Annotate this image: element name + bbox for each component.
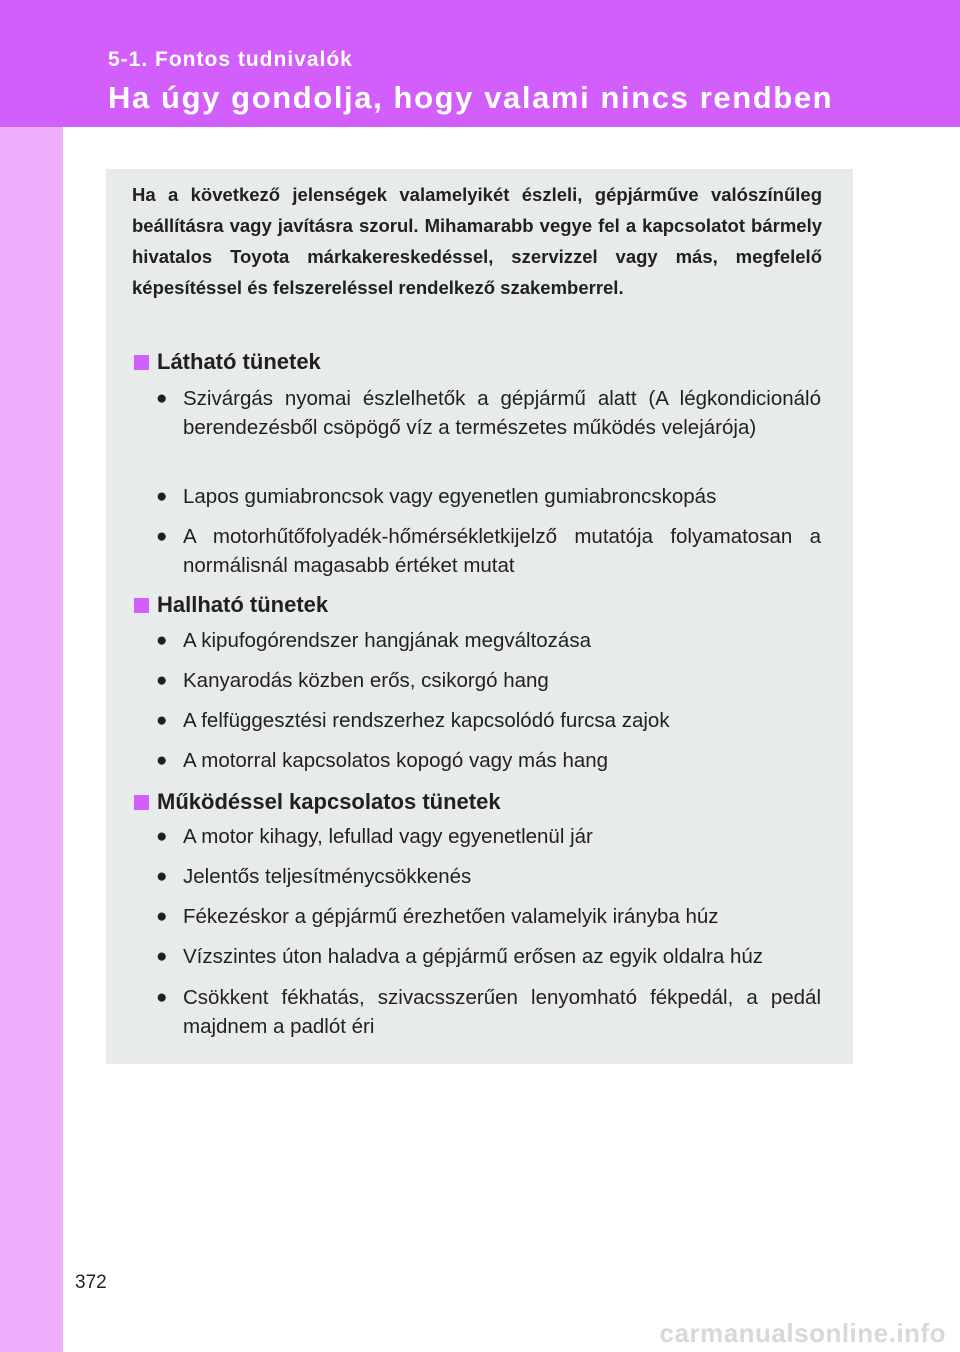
list-item [156, 706, 821, 735]
list-item-text: A motor kihagy, lefullad vagy egyenetlenül jár [183, 825, 593, 848]
square-bullet-icon [134, 355, 149, 370]
bullet-icon: ● [156, 987, 168, 1008]
watermark: carmanualsonline.info [659, 1318, 946, 1348]
bullet-icon: ● [156, 710, 168, 731]
bullet-icon: ● [156, 630, 168, 651]
list-item-text: Kanyarodás közben erős, csikorgó hang [183, 669, 549, 692]
square-bullet-icon [134, 795, 149, 810]
list-item [156, 746, 821, 775]
list-item [156, 522, 821, 580]
list-item-text: Fékezéskor a gépjármű érezhetően valamelyik irányba húz [183, 905, 719, 928]
section-heading-text: Látható tünetek [157, 349, 321, 374]
list-item-text: Vízszintes úton haladva a gépjármű erősen az egyik oldalra húz [183, 945, 764, 968]
list-item [156, 902, 821, 931]
section-heading-text: Hallható tünetek [157, 592, 329, 617]
list-item-text: A motorhűtőfolyadék-hőmérsékletkijelző mutatója folyamatosan a normálisnál magasabb értéket mutat [183, 525, 821, 577]
list-item-text: A motorral kapcsolatos kopogó vagy más hang [183, 749, 609, 772]
bullet-icon: ● [156, 946, 168, 967]
bullet-icon: ● [156, 388, 168, 409]
bullet-icon: ● [156, 486, 168, 507]
section-heading-text: Működéssel kapcsolatos tünetek [157, 789, 501, 814]
list-item [156, 942, 821, 971]
list-item-text: A kipufogórendszer hangjának megváltozása [183, 629, 591, 652]
page-number: 372 [75, 1272, 107, 1293]
list-item-text: A felfüggesztési rendszerhez kapcsolódó furcsa zajok [183, 709, 670, 732]
bullet-icon: ● [156, 670, 168, 691]
page-title: Ha úgy gondolja, hogy valami nincs rendben [108, 80, 834, 115]
list-item [156, 983, 821, 1041]
bullet-icon: ● [156, 750, 168, 771]
section-heading-audible [134, 591, 328, 619]
list-item-text: Lapos gumiabroncsok vagy egyenetlen gumiabroncskopás [183, 485, 717, 508]
list-item-text: Jelentős teljesítménycsökkenés [183, 865, 472, 888]
list-item [156, 666, 821, 695]
bullet-icon: ● [156, 866, 168, 887]
side-strip [0, 0, 63, 1352]
section-heading-operational [134, 788, 501, 816]
list-item [156, 822, 821, 851]
bullet-icon: ● [156, 906, 168, 927]
list-item-text: Csökkent fékhatás, szivacsszerűen lenyomható fékpedál, a pedál majdnem a padlót éri [183, 986, 821, 1038]
intro-paragraph: Ha a következő jelenségek valamelyikét észleli, gépjárműve valószínűleg beállításra vagy javításra szorul. Mihamarabb vegye fel a kapcsolatot bármely hivatalos Toyota márkakereskedéssel, szervizzel vagy más, megfelelő képesítéssel és felszereléssel rendelkező szakemberrel. [132, 184, 822, 298]
bullet-icon: ● [156, 526, 168, 547]
square-bullet-icon [134, 598, 149, 613]
section-heading-visible [134, 348, 321, 376]
list-item [156, 862, 821, 891]
page-header [0, 0, 960, 127]
list-item [156, 626, 821, 655]
list-item [156, 384, 821, 442]
list-item-text: Szivárgás nyomai észlelhetők a gépjármű alatt (A légkondicionáló berendezésből csöpögő víz a természetes működés velejárója) [183, 387, 821, 439]
list-item [156, 482, 821, 511]
section-label: 5-1. Fontos tudnivalók [108, 48, 353, 71]
bullet-icon: ● [156, 826, 168, 847]
